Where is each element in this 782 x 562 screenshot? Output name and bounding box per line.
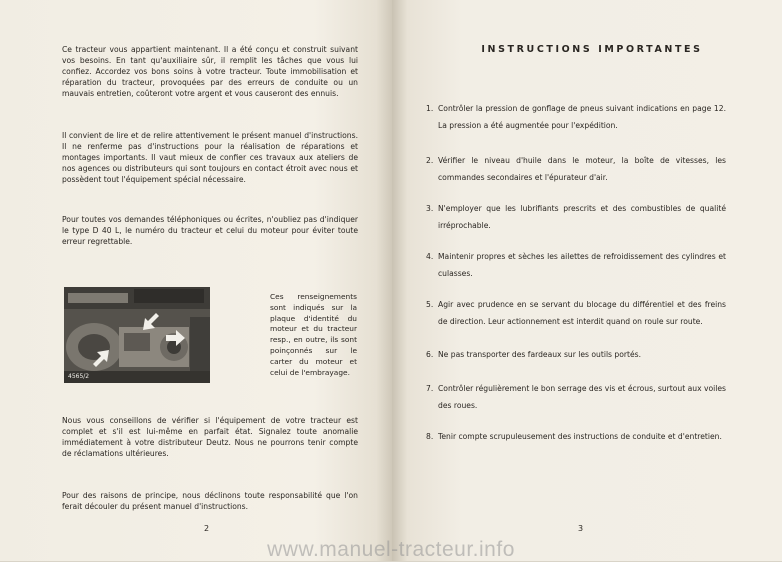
item-number: 7. <box>426 384 434 393</box>
item-text: Ne pas transporter des fardeaux sur les outils portés. <box>438 350 642 359</box>
item-text: Maintenir propres et sèches les ailettes de refroidissement des cylindres et culasses. <box>438 252 726 278</box>
item-number: 2. <box>426 156 434 165</box>
item-text: Agir avec prudence en se servant du blocage du différentiel et des freins de direction. Leur actionnement est interdit quand on roule sur route. <box>438 300 726 326</box>
item-number: 4. <box>426 252 434 261</box>
right-page <box>392 0 782 561</box>
page-heading: INSTRUCTIONS IMPORTANTES <box>481 44 703 55</box>
item-text: Contrôler la pression de gonflage de pneus suivant indications en page 12. La pression a été augmentée pour l'expédition. <box>438 104 726 130</box>
item-number: 6. <box>426 350 434 359</box>
engine-photo-image <box>64 287 210 383</box>
engine-photo <box>64 287 210 383</box>
item-number: 3. <box>426 204 434 213</box>
item-number: 8. <box>426 432 434 441</box>
item-text: Contrôler régulièrement le bon serrage des vis et écrous, surtout aux voiles des roues. <box>438 384 726 410</box>
instruction-item-3 <box>426 200 726 234</box>
instruction-item-8 <box>426 428 726 445</box>
site-watermark: www.manuel-tracteur.info <box>267 538 515 561</box>
instruction-item-2 <box>426 152 726 186</box>
item-text: Vérifier le niveau d'huile dans le moteur, la boîte de vitesses, les commandes secondaires et l'épurateur d'air. <box>438 156 726 182</box>
photo-reference-code: 4565/2 <box>68 373 90 380</box>
liability-paragraph: Pour des raisons de principe, nous déclinons toute responsabilité que l'on ferait découler du présent manuel d'instructions. <box>62 491 358 511</box>
page-number-right: 3 <box>578 524 584 533</box>
contact-paragraph: Pour toutes vos demandes téléphoniques ou écrites, n'oubliez pas d'indiquer le type D 40 L, le numéro du tracteur et celui du moteur pour éviter toute erreur regrettable. <box>62 215 358 246</box>
item-number: 5. <box>426 300 434 309</box>
instruction-item-4 <box>426 248 726 282</box>
instruction-item-7 <box>426 380 726 414</box>
instruction-item-6 <box>426 346 726 363</box>
item-number: 1. <box>426 104 434 113</box>
item-text: Tenir compte scrupuleusement des instructions de conduite et d'entretien. <box>438 432 722 441</box>
photo-caption: Ces renseignements sont indiqués sur la plaque d'identité du moteur et du tracteur resp., en outre, ils sont poinçonnés sur le carter du moteur et celui de l'embrayage. <box>270 292 357 377</box>
manual-paragraph: Il convient de lire et de relire attentivement le présent manuel d'instructions. Il ne renferme pas d'instructions pour la réalisation de réparations et montages importants. Il vaut mieux de confier ces travaux aux ateliers de nos agences ou distributeurs qui sont toujours en contact étroit avec nous et possèdent tout l'équipement spécial nécessaire. <box>62 131 358 184</box>
equipment-paragraph: Nous vous conseillons de vérifier si l'équipement de votre tracteur est complet et s'il est lui-même en parfait état. Signalez toute anomalie immédiatement à votre distributeur Deutz. Nous ne pourrons tenir compte de réclamations ultérieures. <box>62 416 358 458</box>
instruction-item-1 <box>426 100 726 134</box>
instruction-item-5 <box>426 296 726 330</box>
page-number-left: 2 <box>204 524 210 533</box>
intro-paragraph: Ce tracteur vous appartient maintenant. Il a été conçu et construit suivant vos besoins. En tant qu'auxiliaire sûr, il remplit les tâches que vous lui confiez. Accordez vos bons soins à votre tracteur. Toute immobilisation et réparation du tracteur, provoquées par des erreurs de conduite ou un mauvais entretien, coûteront votre argent et vous causeront des ennuis. <box>62 45 358 98</box>
item-text: N'employer que les lubrifiants prescrits et des combustibles de qualité irréprochable. <box>438 204 726 230</box>
